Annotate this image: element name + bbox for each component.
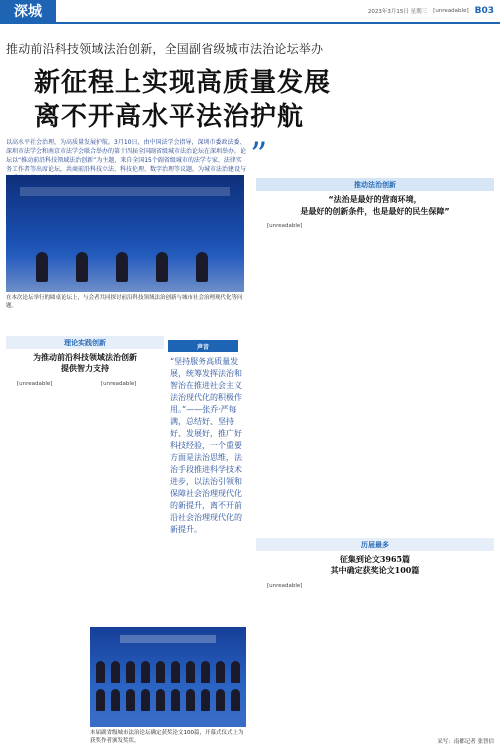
photo-person: [171, 689, 180, 711]
photo-banner: [20, 187, 230, 196]
right-section-label: 推动法治创新: [256, 178, 494, 191]
photo-person: [156, 661, 165, 683]
issue-date: 2023年3月15日 星期三: [367, 9, 428, 15]
body-paragraph: [unreadable]: [17, 381, 53, 387]
photo-person: [216, 689, 225, 711]
photo-person: [171, 661, 180, 683]
quote-line-1: “法治是最好的营商环境，: [328, 195, 422, 204]
photo-person: [196, 252, 208, 282]
headline-line-1: 新征程上实现高质量发展: [34, 68, 332, 98]
theory-head-2: 提供智力支持: [61, 363, 109, 373]
photo-person: [141, 661, 150, 683]
right-section-quote: [256, 194, 494, 218]
masthead-info: [unreadable]: [433, 8, 469, 14]
main-photo: [6, 175, 244, 292]
photo-person: [126, 689, 135, 711]
photo-person: [111, 661, 120, 683]
photo-person: [156, 689, 165, 711]
theory-section-heading: [6, 352, 164, 374]
photo-person: [186, 689, 195, 711]
headline-line-2: 离不开高水平法治护航: [34, 102, 305, 132]
quote-line-2: 是最好的创新条件，也是最好的民生保障”: [300, 207, 450, 216]
photo-row: [96, 689, 240, 711]
theory-head-1: 为推动前沿科技领域法治创新: [33, 352, 137, 362]
headline-kicker: 推动前沿科技领域法治创新，全国副省级城市法治论坛举办: [6, 42, 324, 56]
page-number: B03: [474, 6, 494, 16]
masthead: [0, 0, 500, 24]
award-photo: [90, 627, 246, 727]
photo-person: [156, 252, 168, 282]
masthead-meta: [368, 6, 494, 16]
quote-mark-icon: ”: [250, 135, 268, 175]
pull-quote-label: 声音: [168, 340, 238, 352]
lead-paragraph: 以高水平社会治理，为高质量发展护航。3月10日，由中国法学会指导，深圳市委政法委、深圳市法学会和南京市法学会联合举办的第十四届全国副省级城市法治论坛在深圳举办。论坛以“推动前沿科技领域法治创新”为主题，来自全国15个副省级城市的法学专家、法律实务工作者等出席论坛，共商前沿科技立法、科技伦理、数字治理等议题，为城市法治建设与: [6, 139, 247, 173]
photo-person: [76, 252, 88, 282]
collection-section-label: 历届最多: [256, 538, 494, 551]
photo-person: [111, 689, 120, 711]
photo-person: [231, 689, 240, 711]
photo-person: [201, 661, 210, 683]
body-paragraph: [unreadable]: [101, 381, 137, 387]
photo-person: [141, 689, 150, 711]
body-paragraph: [unreadable]: [267, 583, 303, 589]
collection-head-1: 征集到论文3965篇: [339, 554, 411, 564]
body-paragraph: [unreadable]: [267, 223, 303, 229]
photo-banner: [120, 635, 216, 643]
middle-column-text: [90, 380, 164, 388]
collection-section-heading: [256, 554, 494, 576]
photo-person: [216, 661, 225, 683]
section-tag: 深城: [0, 0, 56, 22]
photo-person: [116, 252, 128, 282]
award-photo-caption: 本届副省级城市法治论坛确定获奖论文100篇，开幕式仪式上为获奖作者颁发奖状。: [90, 730, 244, 744]
photo-person: [36, 252, 48, 282]
collection-head-2: 其中确定获奖论文100篇: [330, 565, 420, 575]
photo-row: [96, 661, 240, 683]
theory-section-label: 理论实践创新: [6, 336, 164, 349]
byline: 采写：南都记者 张智信: [437, 739, 494, 745]
photo-person: [186, 661, 195, 683]
photo-person: [96, 689, 105, 711]
photo-person: [126, 661, 135, 683]
pull-quote: “坚持服务高质量发展，统筹发挥法治和智治在推进社会主义法治现代化的积极作用。”——张乔·严每满，总结好、坚持好、发展好，推广好科技经验，一个重要方面是法治思维，法治手段推进科学技术进步，以法治引领和保障社会治理现代化的新提升，离不开前沿社会治理现代化的新提升。: [170, 357, 242, 534]
photo-person: [201, 689, 210, 711]
photo-person: [96, 661, 105, 683]
right-column-text: [256, 222, 494, 230]
photo-caption: 在本次论坛举行的圆桌论坛上，与会者共同探讨前沿科技领域法治创新与城市社会治理现代化等问题。: [6, 295, 243, 309]
bottom-right-text: [256, 582, 494, 590]
photo-person: [231, 661, 240, 683]
